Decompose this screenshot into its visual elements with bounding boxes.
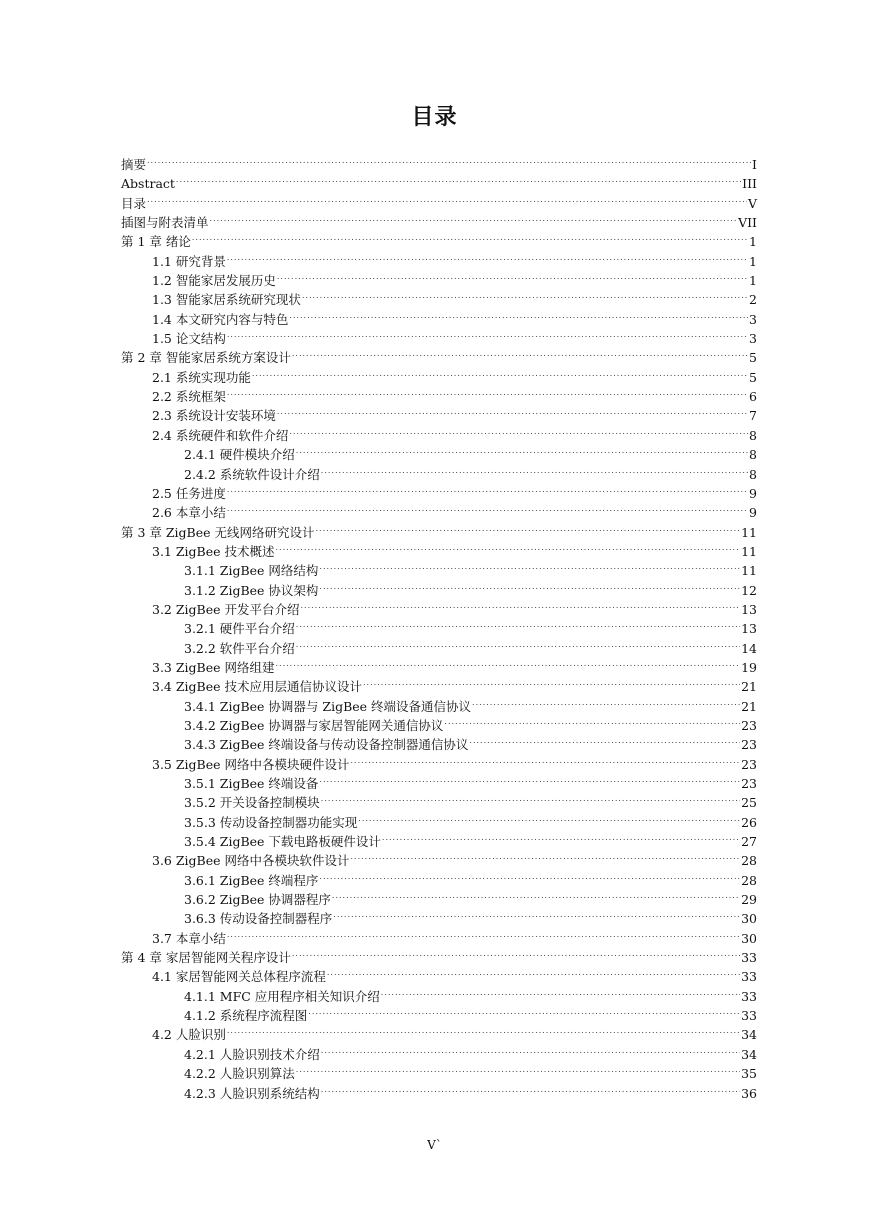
toc-leader-dots [302, 285, 748, 304]
toc-entry-page: 2 [749, 292, 757, 308]
toc-entry-title: 第 1 章 绪论 [121, 234, 191, 250]
toc-entry-page: 9 [749, 505, 757, 521]
toc-entry-title: 4.2 人脸识别 [152, 1027, 226, 1043]
toc-entry-title: 2.4 系统硬件和软件介绍 [152, 427, 289, 443]
toc-entry-page: 19 [741, 659, 757, 675]
toc-entry-title: 2.4.1 硬件模块介绍 [184, 447, 295, 463]
toc-entry-title: 3.7 本章小结 [152, 930, 226, 946]
toc-entry-title: 3.5.4 ZigBee 下载电路板硬件设计 [184, 834, 381, 850]
toc-entry-title: 4.1.1 MFC 应用程序相关知识介绍 [184, 988, 380, 1004]
toc-entry-page: 11 [741, 563, 757, 579]
toc-entry-page: 6 [749, 389, 757, 405]
toc-leader-dots [277, 266, 748, 285]
toc-entry-page: 5 [749, 369, 757, 385]
toc-leader-dots [227, 324, 748, 343]
toc-entry-page: 28 [741, 853, 757, 869]
toc-entry-page: 30 [741, 911, 757, 927]
toc-entry-page: 13 [741, 621, 757, 637]
toc-leader-dots [321, 460, 748, 479]
toc-entry-title: 2.5 任务进度 [152, 485, 226, 501]
toc-leader-dots [319, 866, 740, 885]
toc-entry-title: 1.4 本文研究内容与特色 [152, 311, 289, 327]
toc-entry-page: 28 [741, 872, 757, 888]
toc-entry[interactable] [121, 227, 757, 250]
toc-leader-dots [332, 885, 740, 904]
toc-leader-dots [147, 150, 751, 169]
toc-entry-title: 3.4 ZigBee 技术应用层通信协议设计 [152, 679, 362, 695]
toc-leader-dots [147, 189, 747, 208]
toc-entry-title: 3.1 ZigBee 技术概述 [152, 543, 275, 559]
toc-leader-dots [176, 169, 741, 188]
toc-entry-title: 目录 [121, 195, 147, 211]
toc-entry-title: 插图与附表清单 [121, 215, 209, 231]
toc-leader-dots [316, 518, 741, 537]
page-title: 目录 [411, 105, 458, 130]
toc-entry-title: 3.1.2 ZigBee 协议架构 [184, 582, 319, 598]
toc-entry-title: 4.1 家居智能网关总体程序流程 [152, 969, 326, 985]
toc-entry-title: 3.6 ZigBee 网络中各模块软件设计 [152, 853, 350, 869]
toc-leader-dots [321, 1040, 740, 1059]
toc-entry-title: 3.4.1 ZigBee 协调器与 ZigBee 终端设备通信协议 [184, 698, 472, 714]
toc-entry[interactable] [121, 247, 757, 269]
toc-entry-title: 3.3 ZigBee 网络组建 [152, 659, 275, 675]
toc-entry-page: 21 [741, 698, 757, 714]
toc-entry-page: 33 [741, 1008, 757, 1024]
toc-entry-page: III [742, 176, 757, 192]
toc-leader-dots [227, 498, 748, 517]
toc-entry-page: 25 [741, 795, 757, 811]
toc-entry-title: 3.2.1 硬件平台介绍 [184, 621, 295, 637]
toc-entry-page: 8 [749, 427, 757, 443]
toc-entry-page: 36 [741, 1085, 757, 1101]
toc-leader-dots [227, 247, 748, 266]
toc-leader-dots [227, 1020, 740, 1039]
toc-entry-title: 2.6 本章小结 [152, 505, 226, 521]
toc-entry-title: 4.2.3 人脸识别系统结构 [184, 1085, 320, 1101]
toc-entry-page: 29 [741, 892, 757, 908]
toc-leader-dots [276, 653, 741, 672]
toc-entry-title: 3.6.3 传动设备控制器程序 [184, 911, 333, 927]
toc-leader-dots [277, 401, 748, 420]
toc-entry-title: 2.2 系统框架 [152, 389, 226, 405]
toc-leader-dots [252, 363, 748, 382]
toc-leader-dots [319, 556, 740, 575]
toc-entry-title: 3.2 ZigBee 开发平台介绍 [152, 601, 300, 617]
toc-entry-page: 26 [741, 814, 757, 830]
toc-leader-dots [292, 343, 748, 362]
toc-entry-page: 1 [749, 273, 757, 289]
toc-entry-page: 33 [741, 988, 757, 1004]
page-number: V` [427, 1138, 442, 1152]
toc-leader-dots [289, 305, 748, 324]
toc-entry-page: 9 [749, 485, 757, 501]
toc-entry-title: 4.2.1 人脸识别技术介绍 [184, 1046, 320, 1062]
toc-leader-dots [227, 382, 748, 401]
toc-leader-dots [382, 827, 740, 846]
toc-entry-title: 1.1 研究背景 [152, 253, 226, 269]
toc-leader-dots [292, 943, 740, 962]
toc-entry-title: 1.3 智能家居系统研究现状 [152, 292, 301, 308]
toc-entry-title: 3.5.1 ZigBee 终端设备 [184, 776, 319, 791]
toc-entry-page: 23 [741, 717, 757, 733]
toc-entry-page: 23 [741, 776, 757, 791]
toc-entry-page: V [747, 195, 757, 211]
toc-entry-page: 3 [749, 311, 757, 327]
toc-entry-page: 14 [741, 640, 757, 656]
toc-entry-page: 23 [741, 756, 757, 772]
toc-entry-page: 27 [741, 834, 757, 850]
toc-leader-dots [351, 750, 741, 769]
toc-entry-page: 3 [749, 331, 757, 347]
toc-leader-dots [469, 730, 740, 749]
toc-entry-page: 23 [741, 737, 757, 753]
toc-leader-dots [192, 227, 748, 246]
toc-entry-page: 7 [749, 408, 757, 424]
toc-entry-page: 1 [749, 234, 757, 250]
toc-entry-page: 12 [741, 582, 757, 598]
toc-entry[interactable] [121, 169, 757, 192]
toc-entry[interactable] [121, 208, 757, 231]
toc-leader-dots [276, 537, 741, 556]
toc-entry[interactable] [121, 150, 757, 172]
toc-leader-dots [321, 1079, 740, 1098]
toc-leader-dots [296, 440, 748, 459]
toc-leader-dots [333, 904, 740, 923]
toc-entry-title: 3.2.2 软件平台介绍 [184, 640, 295, 656]
toc-entry-title: 3.5.3 传动设备控制器功能实现 [184, 814, 358, 830]
toc-leader-dots [327, 962, 740, 981]
toc-leader-dots [296, 634, 740, 653]
toc-leader-dots [358, 808, 740, 827]
toc-entry-title: 2.4.2 系统软件设计介绍 [184, 466, 320, 482]
toc-leader-dots [381, 982, 740, 1001]
toc-leader-dots [289, 421, 748, 440]
toc-entry-title: 3.4.3 ZigBee 终端设备与传动设备控制器通信协议 [184, 737, 469, 753]
toc-entry-page: 5 [749, 350, 757, 366]
toc-entry-title: 3.5 ZigBee 网络中各模块硬件设计 [152, 756, 350, 772]
toc-leader-dots [296, 1059, 740, 1078]
toc-leader-dots [363, 672, 740, 691]
toc-leader-dots [472, 692, 740, 711]
toc-entry-page: 11 [741, 524, 757, 540]
toc-leader-dots [444, 711, 740, 730]
toc-entry-page: 30 [741, 930, 757, 946]
toc-entry-page: 34 [741, 1046, 757, 1062]
table-of-contents [121, 150, 757, 1101]
toc-entry-title: 3.1.1 ZigBee 网络结构 [184, 563, 319, 579]
toc-entry-page: 35 [741, 1066, 757, 1082]
toc-leader-dots [351, 846, 741, 865]
toc-entry-title: 2.1 系统实现功能 [152, 369, 251, 385]
toc-entry-page: 8 [749, 466, 757, 482]
toc-leader-dots [210, 208, 738, 227]
toc-entry-title: 4.1.2 系统程序流程图 [184, 1008, 308, 1024]
toc-entry-title: 2.3 系统设计安装环境 [152, 408, 276, 424]
toc-entry-title: 摘要 [121, 157, 147, 172]
toc-leader-dots [319, 769, 740, 788]
toc-leader-dots [319, 576, 740, 595]
toc-entry[interactable] [121, 189, 757, 211]
toc-entry-title: 1.5 论文结构 [152, 331, 226, 347]
toc-entry-page: 33 [741, 950, 757, 966]
toc-entry-title: 第 3 章 ZigBee 无线网络研究设计 [121, 524, 315, 540]
toc-entry-title: 3.5.2 开关设备控制模块 [184, 795, 320, 811]
toc-entry-title: Abstract [121, 176, 175, 192]
toc-leader-dots [301, 595, 741, 614]
toc-leader-dots [321, 788, 740, 807]
toc-entry-title: 1.2 智能家居发展历史 [152, 273, 276, 289]
toc-entry-page: 1 [749, 253, 757, 269]
toc-entry-page: 8 [749, 447, 757, 463]
toc-entry-page: VII [738, 215, 757, 231]
toc-entry-page: 33 [741, 969, 757, 985]
toc-entry-title: 4.2.2 人脸识别算法 [184, 1066, 295, 1082]
toc-entry-title: 3.4.2 ZigBee 协调器与家居智能网关通信协议 [184, 717, 444, 733]
toc-entry-title: 第 2 章 智能家居系统方案设计 [121, 350, 291, 366]
toc-entry-title: 3.6.2 ZigBee 协调器程序 [184, 892, 331, 908]
toc-entry-title: 第 4 章 家居智能网关程序设计 [121, 950, 291, 966]
toc-entry-page: 21 [741, 679, 757, 695]
toc-entry-page: I [752, 157, 757, 172]
toc-leader-dots [227, 924, 740, 943]
toc-leader-dots [227, 479, 748, 498]
toc-leader-dots [296, 614, 740, 633]
toc-entry-page: 34 [741, 1027, 757, 1043]
toc-entry-page: 11 [741, 543, 757, 559]
toc-entry-title: 3.6.1 ZigBee 终端程序 [184, 872, 319, 888]
toc-entry-page: 13 [741, 601, 757, 617]
toc-leader-dots [308, 1001, 740, 1020]
